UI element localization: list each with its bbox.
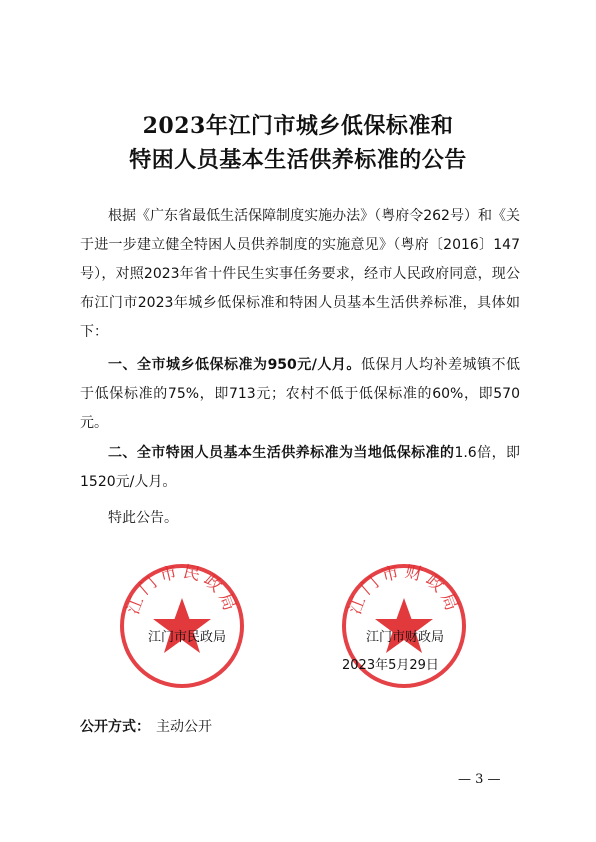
item-2-text: 1.6倍，即1520元/人月。 [80,445,521,490]
item-1-heading: 一、全市城乡低保标准为950元/人月。 [108,357,361,373]
item-2-paragraph [80,439,520,497]
document-title-line2: 特困人员基本生活供养标准的公告 [129,147,467,173]
document-title-line1: 2023年江门市城乡低保标准和 [142,113,454,139]
issuer-finance-bureau: 江门市财政局 [366,630,445,645]
seal-right-text: 江门市财政局 [345,562,463,618]
disclosure-line [80,716,212,736]
issue-date: 2023年5月29日 [342,658,439,673]
seal-left-text: 江门市民政局 [123,562,241,618]
intro-paragraph: 根据《广东省最低生活保障制度实施办法》（粤府令262号）和《关于进一步建立健全特困人员供养制度的实施意见》（粤府〔2016〕147号），对照2023年省十件民生实事任务要求，经市人民政府同意，现公布江门市2023年城乡低保标准和特困人员基本生活供养标准，具体如下： [80,208,520,340]
page-number: — 3 — [458,772,501,787]
closing-text: 特此公告。 [108,510,178,526]
disclosure-label: 公开方式： [80,719,150,735]
item-1-paragraph [80,351,520,438]
item-1-text: 低保月人均补差城镇不低于低保标准的75%，即713元；农村不低于低保标准的60%，即570元。 [80,357,520,431]
issuer-civil-affairs: 江门市民政局 [148,630,227,645]
disclosure-value: 主动公开 [156,719,212,735]
item-2-heading: 二、全市特困人员基本生活供养标准为当地低保标准的 [108,445,455,461]
